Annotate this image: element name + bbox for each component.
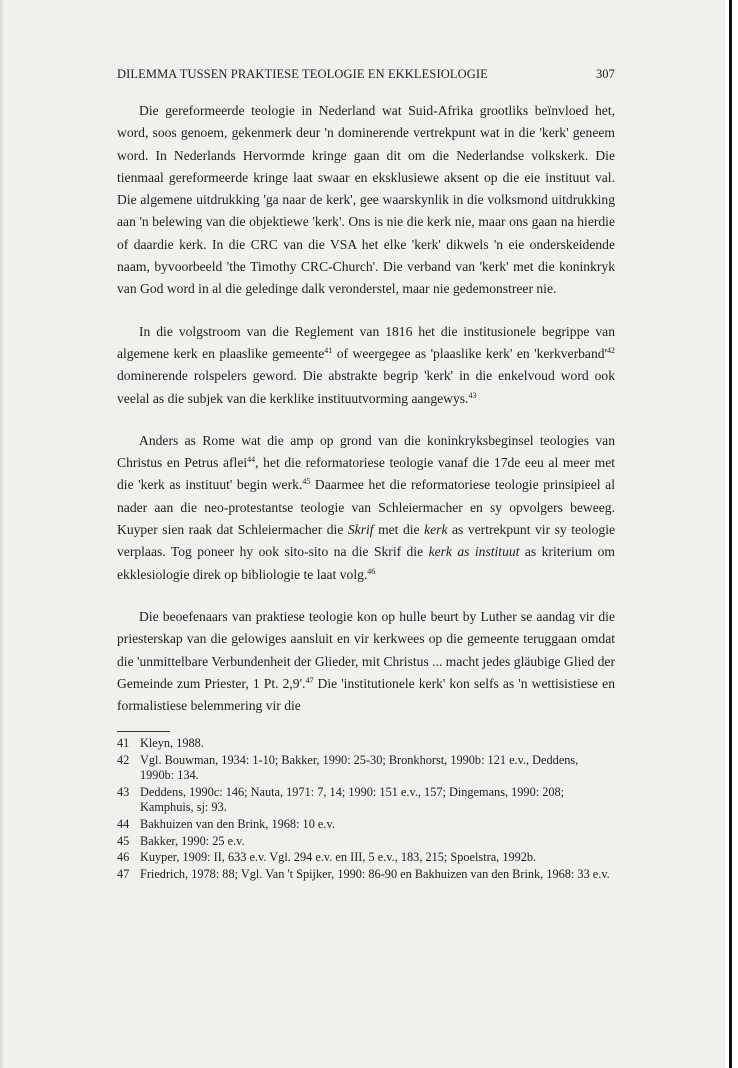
footnote-ref-47[interactable]: 47 [305,675,314,685]
page-number: 307 [595,67,615,81]
page-shadow-left [0,0,4,1068]
paragraph-4: Die beoefenaars van praktiese teologie kon op hulle beurt by Luther se aandag vir die priesterskap van die gelowiges aansluit en vir kerkwees op die gemeente teruggaan omdat die 'unmittelbare Verbundenheit der Glieder, mit Christus ... macht jedes gläubige Glied der Gemeinde zum Priester, 1 Pt. 2,9'.$^{47}$ Die 'institutionele kerk' kon selfs as 'n wettisistiese en formalistiese belemmering vir die [117,608,616,714]
footnote-ref-43[interactable]: 43 [468,390,477,400]
footnote-42: 42 Vgl. Bouwman, 1934: 1-10; Bakker, 1990: 25-30; Bronkhorst, 1990b: 121 e.v., Deddens, 1990b: 134. [117,752,579,783]
emphasis-kerk: kerk [424,522,448,538]
paragraph-3: Anders as Rome wat die amp op grond van die koninkryksbeginsel teologies van Christus en Petrus aflei$^{44}$, het die reformatoriese teologie vanaf die 17de eeu al meer met die 'kerk as instituut' begin werk.$^{45}$ Daarmee het die reformatoriese teologie prinsipieel al nader aan die neo-protestantse teologie van Schleiermacher en sy opvolgers beweeg. Kuyper sien raak dat Schleiermacher die Skrif met die kerk as vertrekpunt vir sy teologie verplaas. Tog poneer hy ook sito-sito na die Skrif die kerk as instituut as kriterium om ekklesiologie direk op bibliologie te laat volg.$^{46}$ [117,432,616,582]
emphasis-kerk-as-instituut: kerk as instituut [428,544,520,560]
footnote-ref-44[interactable]: 44 [247,455,256,465]
footnote-ref-46[interactable]: 46 [367,566,376,576]
running-title: DILEMMA TUSSEN PRAKTIESE TEOLOGIE EN EKKLESIOLOGIE [117,67,488,81]
page-edge-line [729,0,732,1068]
body-text [117,100,615,737]
footnote-separator [117,731,170,732]
emphasis-skrif: Skrif [347,522,374,538]
footnote-ref-45[interactable]: 45 [302,477,311,487]
footnote-46: 46 Kuyper, 1909: II, 633 e.v. Vgl. 294 e.v. en III, 5 e.v., 183, 215; Spoelstra, 1992b. [117,850,537,865]
footnote-47: 47 Friedrich, 1978: 88; Vgl. Van 't Spijker, 1990: 86-90 en Bakhuizen van den Brink, 1968: 33 e.v. [117,866,610,881]
paragraph-1: Die gereformeerde teologie in Nederland wat Suid-Afrika grootliks beïnvloed het, word, soos genoem, gekenmerk deur 'n dominerende vertrekpunt wat in die 'kerk' geneem word. In Nederlands Hervormde kringe gaan dit om die Nederlandse volkskerk. Die tienmaal gereformeerde kringe laat swaar en eksklusiewe aksent op die eie instituut val. Die algemene uitdrukking 'ga naar de kerk', gee waarskynlik in die volksmond uitdrukking aan 'n belewing van die objektiewe 'kerk'. Ons is nie die kerk nie, maar ons gaan na hierdie of daardie kerk. In die CRC van die VSA het elke 'kerk' dikwels 'n eie onderskeidende naam, byvoorbeeld 'the Timothy CRC-Church'. Die verband van 'kerk' met die koninkryk van God word in al die geledinge dalk veronderstel, maar nie gedemonstreer nie. [117,103,615,297]
footnote-ref-41[interactable]: 41 [324,345,333,355]
footnote-44: 44 Bakhuizen van den Brink, 1968: 10 e.v. [117,816,335,831]
footnote-ref-42[interactable]: 42 [607,345,615,355]
footnote-41: 41 Kleyn, 1988. [117,736,204,750]
footnotes [117,736,615,883]
footnote-43: 43 Deddens, 1990c: 146; Nauta, 1971: 7, 14; 1990: 151 e.v., 157; Dingemans, 1990: 208; Kamphuis, sj: 93. [117,784,565,815]
paragraph-2: In die volgstroom van die Reglement van 1816 het die institusionele begrippe van algemene kerk en plaaslike gemeente$^{41}$ of weergegee as 'plaaslike kerk' en '$kerkverband'^{42}$ dominerende rolspelers geword. Die abstrakte begrip 'kerk' in die enkelvoud word ook veelal as die subjek van die kerklike instituutvorming aangewys.$^{43}$ [117,323,615,406]
footnote-45: 45 Bakker, 1990: 25 e.v. [117,833,245,848]
